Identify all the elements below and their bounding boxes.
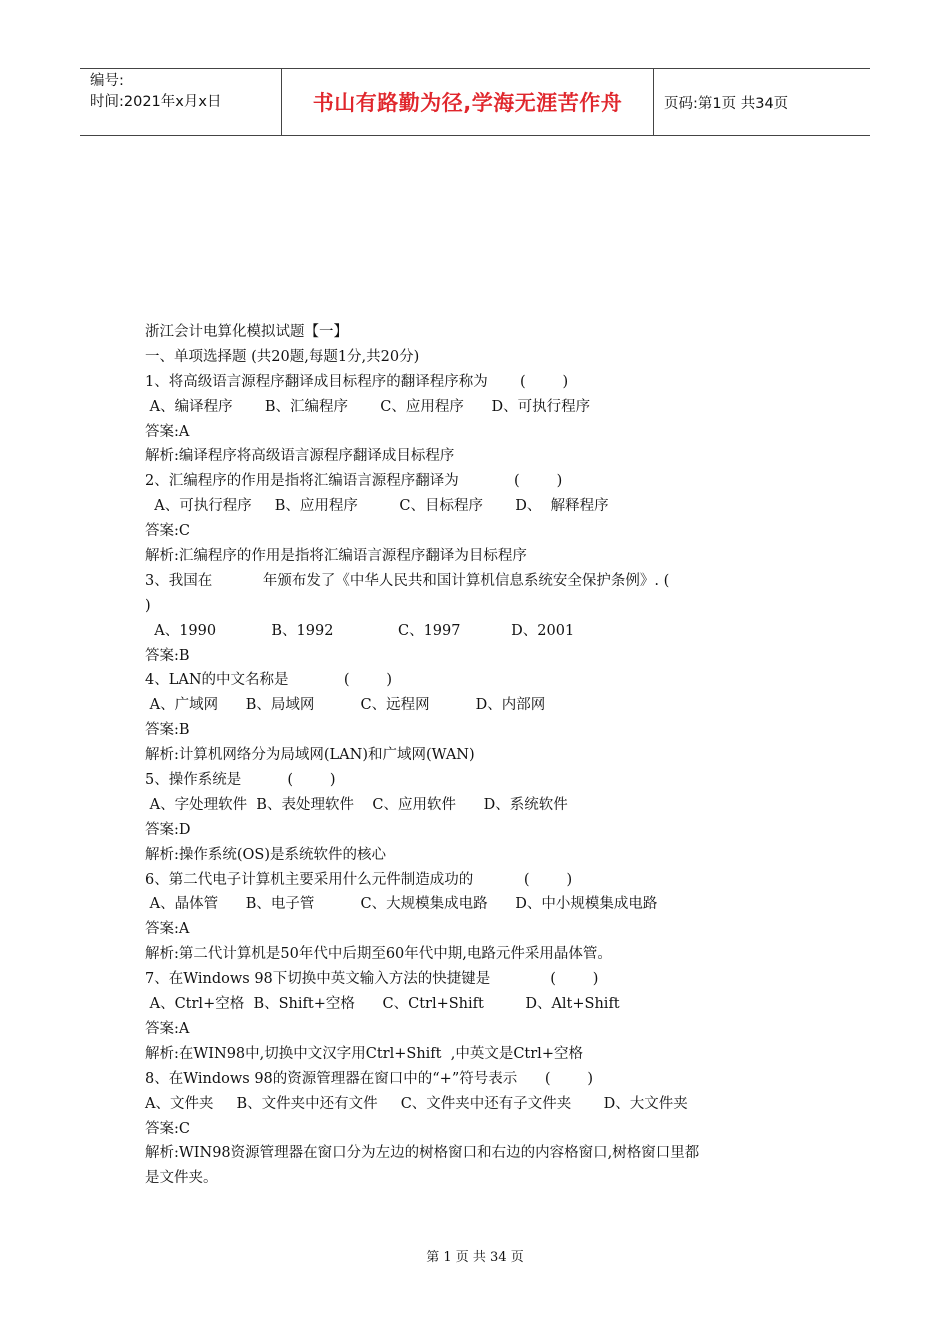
page-header [80,68,870,136]
text-line: A、晶体管 B、电子管 C、大规模集成电路 D、中小规模集成电路 [145,896,658,913]
text-line: 7、在Windows 98下切换中英文输入方法的快捷键是 ( ) [145,971,599,988]
text-line: 解析:计算机网络分为局域网(LAN)和广域网(WAN) [145,747,475,764]
text-line: 4、LAN的中文名称是 ( ) [145,672,393,689]
text-line: 1、将高级语言源程序翻译成目标程序的翻译程序称为 ( ) [145,373,569,390]
text-line: 一、单项选择题 (共20题,每题1分,共20分) [145,348,420,365]
header-meta-cell [80,69,282,135]
text-line: 答案:A [145,423,190,440]
text-line: 答案:C [145,1120,190,1137]
date-label: 时间:2021年x月x日 [90,94,222,110]
text-line: A、Ctrl+空格 B、Shift+空格 C、Ctrl+Shift D、Alt+Shift [145,996,620,1013]
text-line: A、广域网 B、局域网 C、远程网 D、内部网 [145,697,546,714]
text-line: 6、第二代电子计算机主要采用什么元件制造成功的 ( ) [145,871,573,888]
text-line: A、1990 B、1992 C、1997 D、2001 [145,622,575,639]
text-line: 是文件夹。 [145,1170,218,1187]
exam-content [145,320,825,1191]
text-line: 解析:编译程序将高级语言源程序翻译成目标程序 [145,448,455,465]
text-line: 答案:A [145,921,190,938]
text-line: ) [145,597,151,614]
text-line: 解析:在WIN98中,切换中文汉字用Ctrl+Shift ,中英文是Ctrl+空格 [145,1045,583,1062]
text-line: 解析:第二代计算机是50年代中后期至60年代中期,电路元件采用晶体管。 [145,946,612,963]
text-line: 2、汇编程序的作用是指将汇编语言源程序翻译为 ( ) [145,473,563,490]
serial-number-label: 编号: [90,73,124,89]
text-line: 5、操作系统是 ( ) [145,772,336,789]
text-line: A、编译程序 B、汇编程序 C、应用程序 D、可执行程序 [145,398,591,415]
header-motto-cell [282,69,654,135]
text-line: 8、在Windows 98的资源管理器在窗口中的“+”符号表示 ( ) [145,1070,594,1087]
text-line: 答案:B [145,647,190,664]
header-page-cell [654,69,870,135]
motto-text: 书山有路勤为径,学海无涯苦作舟 [312,91,623,115]
text-line: 答案:B [145,722,190,739]
text-line: 3、我国在 年颁布发了《中华人民共和国计算机信息系统安全保护条例》. ( [145,572,670,589]
text-line: A、文件夹 B、文件夹中还有文件 C、文件夹中还有子文件夹 D、大文件夹 [145,1095,688,1112]
text-line: 答案:D [145,821,191,838]
text-line: 解析:汇编程序的作用是指将汇编语言源程序翻译为目标程序 [145,548,527,565]
page-footer: 第 1 页 共 34 页 [426,1250,524,1265]
text-line: 答案:A [145,1020,190,1037]
text-line: A、可执行程序 B、应用程序 C、目标程序 D、 解释程序 [145,498,609,515]
page-number-label: 页码:第1页 共34页 [664,95,789,112]
text-line: A、字处理软件 B、表处理软件 C、应用软件 D、系统软件 [145,796,568,813]
text-line: 答案:C [145,523,190,540]
text-line: 解析:WIN98资源管理器在窗口分为左边的树格窗口和右边的内容格窗口,树格窗口里都 [145,1145,700,1162]
text-line: 浙江会计电算化模拟试题【一】 [145,324,348,340]
text-line: 解析:操作系统(OS)是系统软件的核心 [145,846,387,863]
